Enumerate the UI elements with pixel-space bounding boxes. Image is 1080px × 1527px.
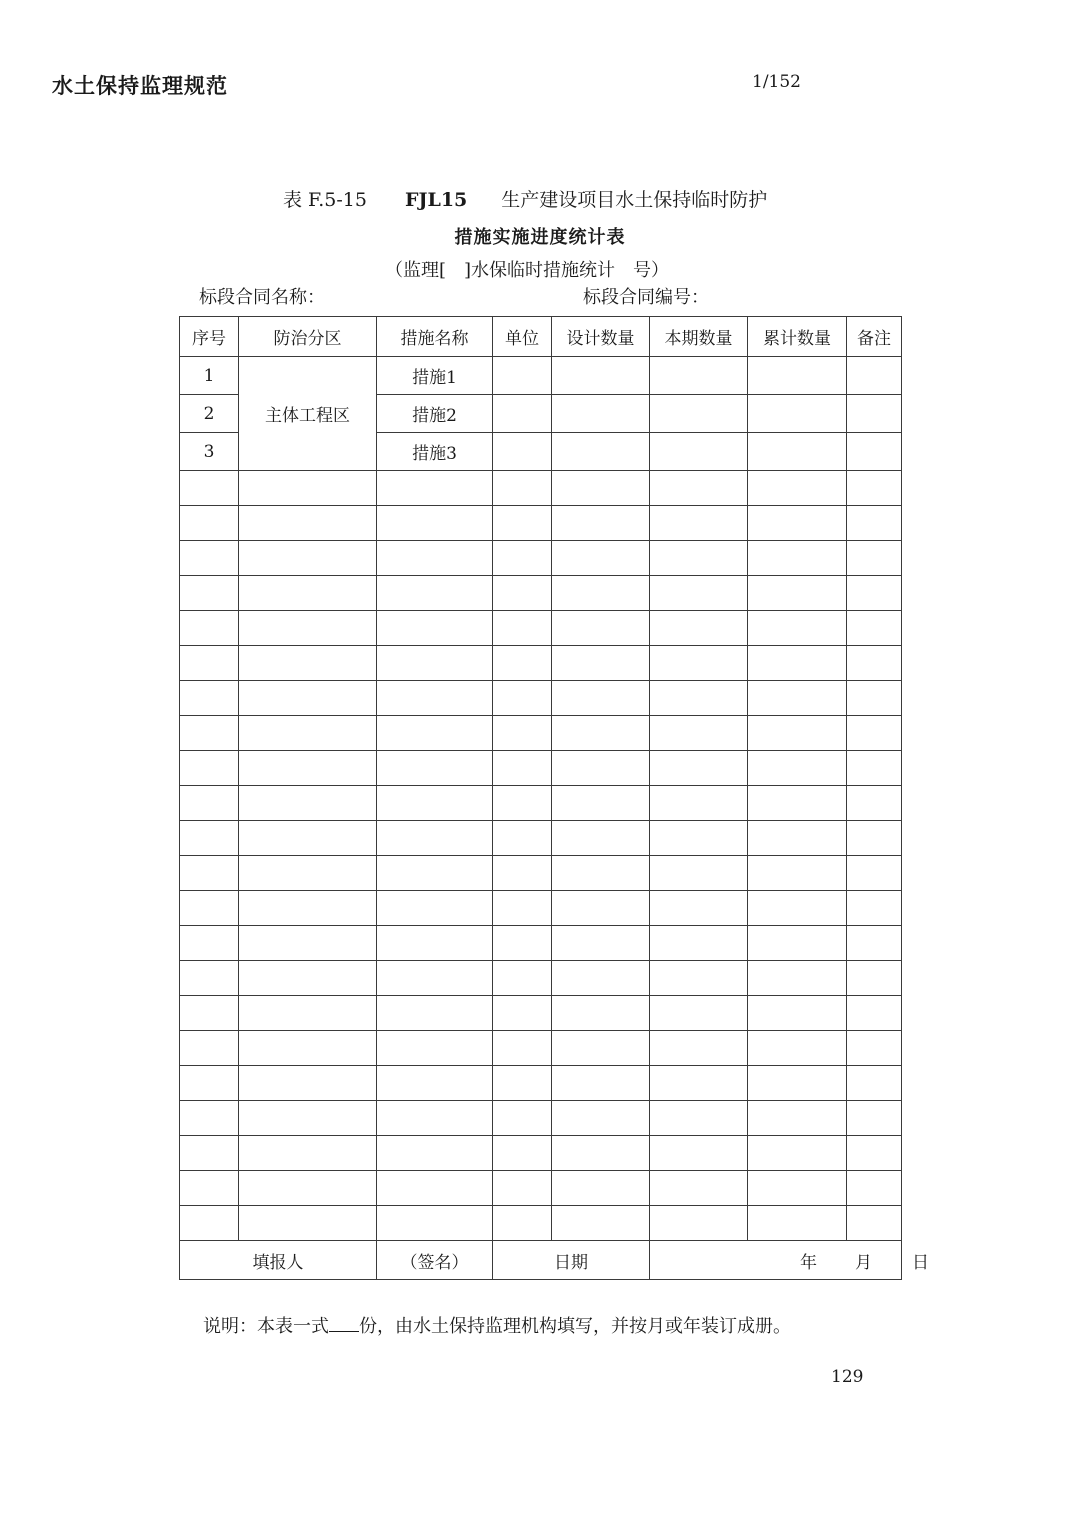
measure-cell [377, 541, 493, 576]
period-qty-cell [650, 856, 748, 891]
table-title-part1: 生产建设项目水土保持临时防护 [501, 189, 768, 211]
period-qty-cell [650, 1101, 748, 1136]
period-qty-cell [650, 395, 748, 433]
design-qty-cell [552, 433, 650, 471]
table-code: FJL15 [405, 189, 468, 211]
zone-cell [239, 1101, 377, 1136]
seq-cell [180, 611, 239, 646]
seq-cell [180, 961, 239, 996]
unit-cell [493, 821, 552, 856]
unit-cell [493, 395, 552, 433]
table-title-part2: 措施实施进度统计表 [454, 227, 626, 248]
table-row-empty [180, 786, 902, 821]
table-row-empty [180, 541, 902, 576]
measure-cell [377, 786, 493, 821]
cumulative-qty-cell [748, 576, 847, 611]
seq-cell [180, 786, 239, 821]
measure-cell [377, 716, 493, 751]
cumulative-qty-cell [748, 821, 847, 856]
measure-cell: 措施1 [377, 357, 493, 395]
period-qty-cell [650, 681, 748, 716]
period-qty-cell [650, 996, 748, 1031]
design-qty-cell [552, 821, 650, 856]
zone-cell [239, 961, 377, 996]
measure-cell [377, 1171, 493, 1206]
table-row-empty [180, 751, 902, 786]
year-label: 年 [800, 1252, 817, 1273]
unit-cell [493, 681, 552, 716]
filler-label: 填报人 [180, 1241, 377, 1280]
cumulative-qty-cell [748, 1066, 847, 1101]
seq-cell [180, 996, 239, 1031]
remarks-cell [847, 1171, 902, 1206]
table-row-empty [180, 1066, 902, 1101]
period-qty-cell [650, 1066, 748, 1101]
period-qty-cell [650, 786, 748, 821]
remarks-cell [847, 646, 902, 681]
table-note [203, 1312, 791, 1338]
table-number: 表 F.5-15 [283, 189, 367, 211]
design-qty-cell [552, 1171, 650, 1206]
measure-cell [377, 1206, 493, 1241]
period-qty-cell [650, 611, 748, 646]
cumulative-qty-cell [748, 1206, 847, 1241]
measure-cell [377, 646, 493, 681]
cumulative-qty-cell [748, 926, 847, 961]
measure-cell [377, 961, 493, 996]
contract-no-label: 标段合同编号： [583, 287, 709, 308]
cumulative-qty-cell [748, 433, 847, 471]
table-row-empty [180, 681, 902, 716]
remarks-cell [847, 433, 902, 471]
zone-cell [239, 1066, 377, 1101]
zone-cell [239, 576, 377, 611]
seq-cell [180, 1171, 239, 1206]
table-row-empty [180, 926, 902, 961]
contract-name-label: 标段合同名称： [199, 287, 325, 308]
zone-cell [239, 471, 377, 506]
unit-cell [493, 751, 552, 786]
cumulative-qty-cell [748, 1101, 847, 1136]
table-row-empty [180, 996, 902, 1031]
period-qty-cell [650, 541, 748, 576]
zone-cell [239, 716, 377, 751]
seq-cell [180, 716, 239, 751]
zone-cell [239, 821, 377, 856]
zone-cell [239, 891, 377, 926]
table-row-empty [180, 576, 902, 611]
date-value [650, 1241, 929, 1280]
table-row-empty [180, 1206, 902, 1241]
remarks-cell [847, 681, 902, 716]
seq-cell [180, 926, 239, 961]
cumulative-qty-cell [748, 541, 847, 576]
unit-cell [493, 1066, 552, 1101]
header-row [180, 317, 902, 357]
design-qty-cell [552, 357, 650, 395]
measure-cell [377, 856, 493, 891]
col-header-period-qty: 本期数量 [650, 317, 748, 357]
design-qty-cell [552, 961, 650, 996]
remarks-cell [847, 506, 902, 541]
table-row-empty [180, 716, 902, 751]
cumulative-qty-cell [748, 751, 847, 786]
remarks-cell [847, 891, 902, 926]
cumulative-qty-cell [748, 716, 847, 751]
remarks-cell [847, 1031, 902, 1066]
col-header-measure: 措施名称 [377, 317, 493, 357]
remarks-cell [847, 1101, 902, 1136]
remarks-cell [847, 751, 902, 786]
seq-cell [180, 856, 239, 891]
page-number: 129 [831, 1367, 864, 1387]
unit-cell [493, 716, 552, 751]
cumulative-qty-cell [748, 646, 847, 681]
design-qty-cell [552, 856, 650, 891]
seq-cell [180, 506, 239, 541]
design-qty-cell [552, 471, 650, 506]
zone-cell [239, 506, 377, 541]
table-subtitle: （监理[ ]水保临时措施统计 号） [385, 260, 670, 281]
seq-cell [180, 1066, 239, 1101]
cumulative-qty-cell [748, 856, 847, 891]
remarks-cell [847, 821, 902, 856]
measure-cell [377, 611, 493, 646]
signature-label: （签名） [377, 1241, 493, 1280]
remarks-cell [847, 611, 902, 646]
design-qty-cell [552, 1101, 650, 1136]
col-header-seq: 序号 [180, 317, 239, 357]
design-qty-cell [552, 395, 650, 433]
seq-cell [180, 576, 239, 611]
design-qty-cell [552, 681, 650, 716]
seq-cell [180, 681, 239, 716]
design-qty-cell [552, 1066, 650, 1101]
period-qty-cell [650, 646, 748, 681]
unit-cell [493, 1101, 552, 1136]
remarks-cell [847, 961, 902, 996]
measure-cell [377, 576, 493, 611]
unit-cell [493, 611, 552, 646]
measure-cell: 措施2 [377, 395, 493, 433]
measure-cell [377, 1066, 493, 1101]
measure-cell [377, 1101, 493, 1136]
unit-cell [493, 357, 552, 395]
table-row-empty [180, 1136, 902, 1171]
cumulative-qty-cell [748, 471, 847, 506]
remarks-cell [847, 926, 902, 961]
seq-cell: 3 [180, 433, 239, 471]
footer-row [180, 1241, 902, 1280]
unit-cell [493, 856, 552, 891]
seq-cell [180, 646, 239, 681]
unit-cell [493, 926, 552, 961]
zone-cell [239, 681, 377, 716]
cumulative-qty-cell [748, 961, 847, 996]
cumulative-qty-cell [748, 1171, 847, 1206]
measure-cell [377, 751, 493, 786]
period-qty-cell [650, 1171, 748, 1206]
zone-cell [239, 1136, 377, 1171]
measure-cell [377, 821, 493, 856]
cumulative-qty-cell [748, 357, 847, 395]
col-header-unit: 单位 [493, 317, 552, 357]
unit-cell [493, 1171, 552, 1206]
cumulative-qty-cell [748, 996, 847, 1031]
seq-cell [180, 1206, 239, 1241]
unit-cell [493, 471, 552, 506]
period-qty-cell [650, 926, 748, 961]
unit-cell [493, 786, 552, 821]
period-qty-cell [650, 891, 748, 926]
seq-cell: 2 [180, 395, 239, 433]
period-qty-cell [650, 471, 748, 506]
measure-cell [377, 1136, 493, 1171]
cumulative-qty-cell [748, 611, 847, 646]
design-qty-cell [552, 786, 650, 821]
period-qty-cell [650, 821, 748, 856]
design-qty-cell [552, 891, 650, 926]
design-qty-cell [552, 576, 650, 611]
remarks-cell [847, 1066, 902, 1101]
design-qty-cell [552, 751, 650, 786]
design-qty-cell [552, 611, 650, 646]
measure-cell [377, 926, 493, 961]
remarks-cell [847, 1136, 902, 1171]
seq-cell [180, 1136, 239, 1171]
measure-cell [377, 681, 493, 716]
unit-cell [493, 961, 552, 996]
seq-cell [180, 471, 239, 506]
col-header-cumulative-qty: 累计数量 [748, 317, 847, 357]
remarks-cell [847, 471, 902, 506]
design-qty-cell [552, 716, 650, 751]
unit-cell [493, 646, 552, 681]
zone-cell: 主体工程区 [239, 357, 377, 471]
remarks-cell [847, 996, 902, 1031]
cumulative-qty-cell [748, 1136, 847, 1171]
zone-cell [239, 541, 377, 576]
design-qty-cell [552, 926, 650, 961]
design-qty-cell [552, 506, 650, 541]
unit-cell [493, 891, 552, 926]
month-label: 月 [855, 1252, 872, 1273]
table-row [180, 357, 902, 395]
seq-cell [180, 821, 239, 856]
col-header-design-qty: 设计数量 [552, 317, 650, 357]
day-label: 日 [912, 1252, 929, 1273]
unit-cell [493, 541, 552, 576]
period-qty-cell [650, 961, 748, 996]
seq-cell [180, 1031, 239, 1066]
period-qty-cell [650, 576, 748, 611]
col-header-zone: 防治分区 [239, 317, 377, 357]
remarks-cell [847, 541, 902, 576]
zone-cell [239, 751, 377, 786]
note-suffix: 份，由水土保持监理机构填写，并按月或年装订成册。 [359, 1316, 791, 1337]
table-row-empty [180, 1101, 902, 1136]
table-row-empty [180, 856, 902, 891]
unit-cell [493, 996, 552, 1031]
seq-cell [180, 1101, 239, 1136]
table-row-empty [180, 1031, 902, 1066]
seq-cell [180, 541, 239, 576]
measure-cell: 措施3 [377, 433, 493, 471]
unit-cell [493, 1031, 552, 1066]
remarks-cell [847, 786, 902, 821]
cumulative-qty-cell [748, 1031, 847, 1066]
page-count: 1/152 [752, 72, 801, 92]
table-row-empty [180, 961, 902, 996]
table-row-empty [180, 821, 902, 856]
cumulative-qty-cell [748, 506, 847, 541]
measure-cell [377, 996, 493, 1031]
cumulative-qty-cell [748, 395, 847, 433]
zone-cell [239, 926, 377, 961]
remarks-cell [847, 856, 902, 891]
zone-cell [239, 611, 377, 646]
document-title: 水土保持监理规范 [52, 74, 228, 98]
design-qty-cell [552, 1136, 650, 1171]
remarks-cell [847, 716, 902, 751]
table-row-empty [180, 471, 902, 506]
measure-cell [377, 471, 493, 506]
zone-cell [239, 1031, 377, 1066]
period-qty-cell [650, 751, 748, 786]
zone-cell [239, 856, 377, 891]
cumulative-qty-cell [748, 786, 847, 821]
measure-cell [377, 506, 493, 541]
date-label: 日期 [493, 1241, 650, 1280]
zone-cell [239, 646, 377, 681]
period-qty-cell [650, 1136, 748, 1171]
zone-cell [239, 1171, 377, 1206]
cumulative-qty-cell [748, 681, 847, 716]
zone-cell [239, 1206, 377, 1241]
table-caption [283, 185, 767, 212]
cumulative-qty-cell [748, 891, 847, 926]
design-qty-cell [552, 1206, 650, 1241]
design-qty-cell [552, 541, 650, 576]
table-row-empty [180, 646, 902, 681]
design-qty-cell [552, 646, 650, 681]
table-row-empty [180, 611, 902, 646]
zone-cell [239, 786, 377, 821]
seq-cell [180, 751, 239, 786]
period-qty-cell [650, 1031, 748, 1066]
remarks-cell [847, 576, 902, 611]
remarks-cell [847, 1206, 902, 1241]
unit-cell [493, 1136, 552, 1171]
zone-cell [239, 996, 377, 1031]
design-qty-cell [552, 1031, 650, 1066]
note-prefix: 说明：本表一式 [203, 1316, 329, 1337]
unit-cell [493, 506, 552, 541]
design-qty-cell [552, 996, 650, 1031]
measure-cell [377, 1031, 493, 1066]
period-qty-cell [650, 433, 748, 471]
seq-cell [180, 891, 239, 926]
period-qty-cell [650, 1206, 748, 1241]
measure-cell [377, 891, 493, 926]
table-row-empty [180, 506, 902, 541]
unit-cell [493, 576, 552, 611]
col-header-remarks: 备注 [847, 317, 902, 357]
period-qty-cell [650, 506, 748, 541]
period-qty-cell [650, 357, 748, 395]
unit-cell [493, 433, 552, 471]
table-row-empty [180, 1171, 902, 1206]
remarks-cell [847, 357, 902, 395]
remarks-cell [847, 395, 902, 433]
progress-stats-table [179, 316, 929, 1280]
table-row-empty [180, 891, 902, 926]
copies-blank [329, 1315, 359, 1332]
unit-cell [493, 1206, 552, 1241]
seq-cell: 1 [180, 357, 239, 395]
period-qty-cell [650, 716, 748, 751]
